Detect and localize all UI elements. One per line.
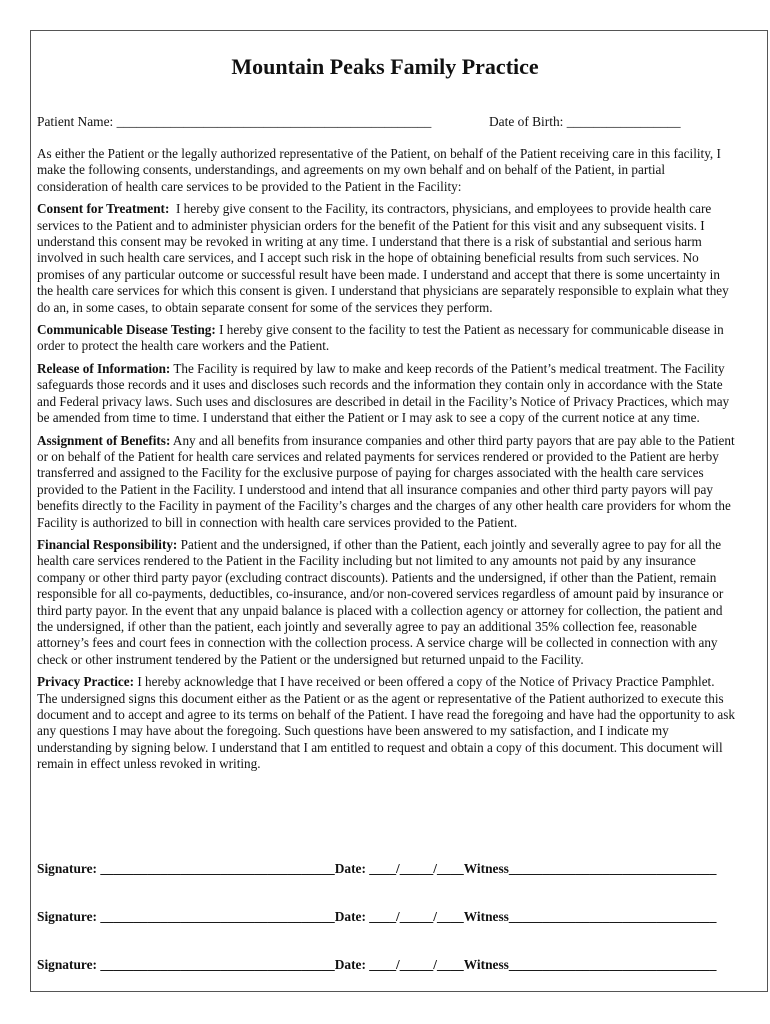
section-disease-testing <box>37 322 737 355</box>
section-privacy-practice <box>37 674 737 772</box>
dob-group <box>489 114 681 130</box>
section-text: Any and all benefits from insurance companies and other third party payors that are pay able to the Patient or on behalf of the Patient for health care services and related payments for services rendered or provided to the Patient are herby transferred and assigned to the Facility for the exclusive purpose of paying for charges associated with the health care services provided to the Patient in the Facility. I understood and intend that all insurance companies and other third party payors will pay benefits directly to the Facility in payment of the Facility’s charges and the charges of any other health care providers for whom the Facility is authorized to bill in connection with health care services provided to the Patient. <box>37 432 735 530</box>
section-assignment-benefits <box>37 433 737 531</box>
signature-line-2[interactable]: Signature: ___________________________________Date: ____/_____/____Witness_______________________________ <box>37 909 717 924</box>
section-heading: Consent for Treatment: <box>37 201 170 217</box>
section-heading: Privacy Practice: <box>37 674 135 690</box>
section-text: I hereby acknowledge that I have received or been offered a copy of the Notice of Privacy Practice Pamphlet. The undersigned signs this document either as the Patient or as the agent or representative of the Patient authorized to execute this document and to accept and agree to its terms on behalf of the Patient. I have read the foregoing and have had the opportunity to ask any questions I may have about the foregoing. Such questions have been answered to my satisfaction, and I indicate my understanding by signing below. I understand that I am entitled to request and obtain a copy of this document. This document will remain in effect unless revoked in writing. <box>37 674 735 772</box>
section-heading: Communicable Disease Testing: <box>37 322 216 338</box>
section-heading: Assignment of Benefits: <box>37 432 171 448</box>
section-text: Patient and the undersigned, if other than the Patient, each jointly and severally agree to pay for all the health care services rendered to the Patient in the Facility including but not limited to any amounts not paid by any insurance company or other third party payor (excluding contract discounts). Patients and the undersigned, if other than the Patient, remain responsible for all co-payments, deductibles, co-insurance, and/or non-covered services regardless of amount paid by insurance or third party payor. In the event that any unpaid balance is placed with a collection agency or attorney for collection, the patient and the undersigned, if other than the patient, each jointly and severally agree to pay an additional 35% collection fee, reasonable attorney’s fees and court fees in connection with the collection process. A service charge will be collected in connection with any check or other instrument tendered by the Patient or the undersigned but returned unpaid to the Facility. <box>37 536 724 667</box>
section-text: I hereby give consent to the Facility, its contractors, physicians, and employees to provide health care services to the Patient and to administer physician orders for the benefit of the Patient for this visit and any subsequent visits. I understand this consent may be revoked in writing at any time. I understand that there is a risk of substantial and serious harm involved in such health care services, and I accept such risk in the hope of obtaining beneficial results from such services. No promises of any particular outcome or successful result have been made. I understand and accept that there is some uncertainty in the health care services for which this consent is given. I understand that physicians are separately responsible to explain what they do an, in some cases, to obtain separate consent for some of the services they perform. <box>37 201 729 315</box>
section-consent-treatment <box>37 201 737 316</box>
section-heading: Financial Responsibility: <box>37 536 178 552</box>
signature-line-3[interactable]: Signature: ___________________________________Date: ____/_____/____Witness_______________________________ <box>37 957 717 972</box>
section-text: The Facility is required by law to make and keep records of the Patient’s medical treatment. The Facility safeguards those records and it uses and discloses such records and the information they contain only in accordance with the State and Federal privacy laws. Such uses and disclosures are described in detail in the Facility’s Notice of Privacy Practices, which may be amended from time to time. I understand that either the Patient or I may ask to see a copy of the current notice at any time. <box>37 360 730 426</box>
patient-info-line <box>37 114 733 130</box>
patient-name-label: Patient Name: <box>37 114 114 129</box>
section-text: I hereby give consent to the facility to test the Patient as necessary for communicable disease in order to protect the health care workers and the Patient. <box>37 322 724 354</box>
practice-title: Mountain Peaks Family Practice <box>231 54 539 79</box>
dob-label: Date of Birth: <box>489 114 564 129</box>
section-financial-responsibility <box>37 537 737 668</box>
section-heading: Release of Information: <box>37 360 171 376</box>
section-release-info <box>37 361 737 427</box>
patient-name-field[interactable]: _______________________________________________ <box>116 114 432 129</box>
intro-paragraph: As either the Patient or the legally authorized representative of the Patient, on behalf of the Patient receiving care in this facility, I make the following consents, understandings, and agreements on my own behalf and on behalf of the Patient, in partial consideration of health care services to be provided to the Patient in the Facility: <box>37 146 721 194</box>
dob-field[interactable]: _________________ <box>566 114 681 129</box>
consent-body <box>37 146 737 779</box>
signature-line-1[interactable]: Signature: ___________________________________Date: ____/_____/____Witness_______________________________ <box>37 861 717 876</box>
